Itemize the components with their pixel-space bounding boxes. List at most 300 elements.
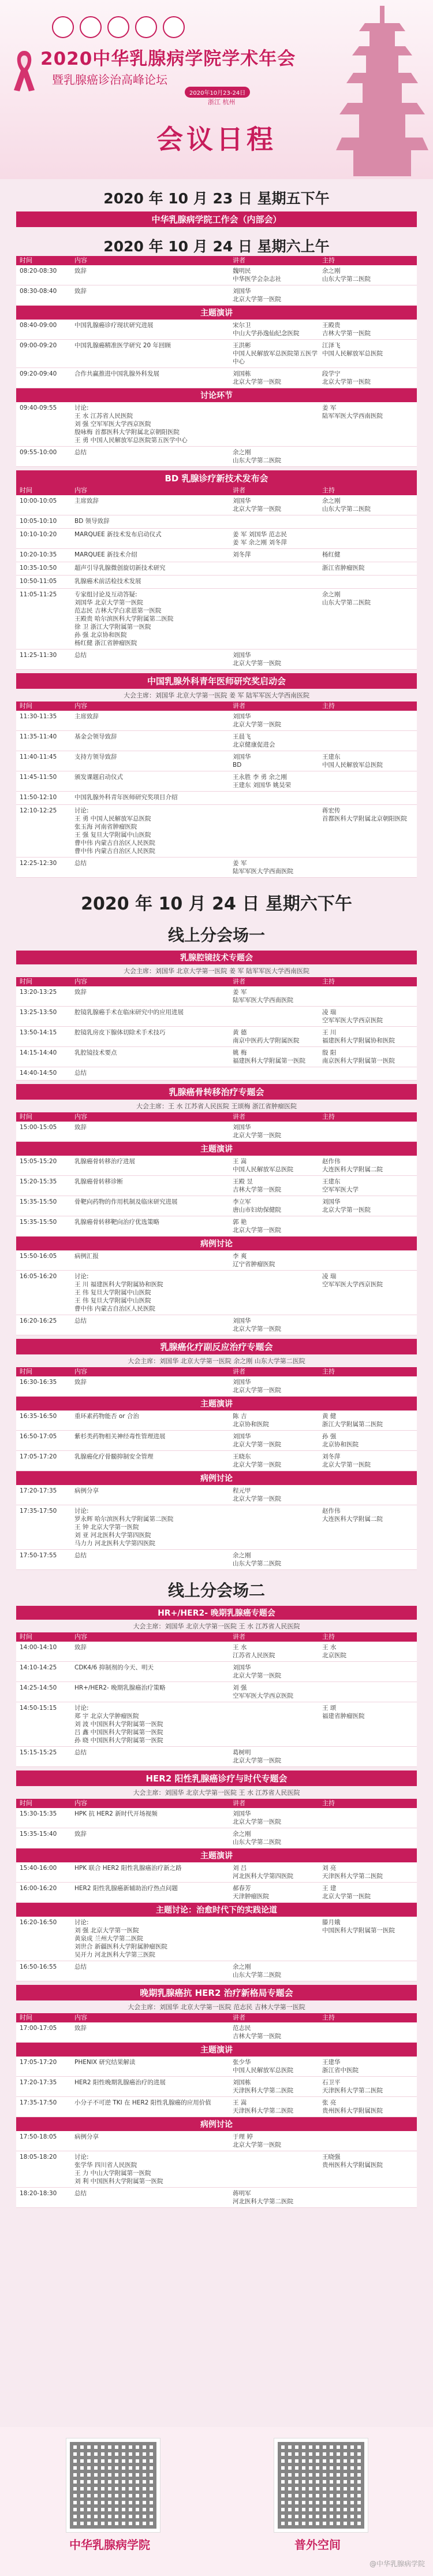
- table-row: [16, 1376, 417, 1397]
- table-cell: 中国乳腺癌精准医学研究 20 年回顾: [74, 342, 171, 349]
- subsection-title: 病例讨论: [16, 1237, 417, 1250]
- table-row: [16, 986, 417, 1007]
- table-cell: 15:05-15:20: [20, 1158, 57, 1165]
- subsection-title: 主题演讲: [16, 1142, 417, 1156]
- table-cell: 刘 吕 河北医科大学第四医院: [233, 1865, 293, 1880]
- table-row: [16, 1883, 417, 1903]
- table-cell: [322, 1684, 417, 1700]
- table-cell: 14:25-14:50: [20, 1684, 57, 1691]
- chair-line: 大会主席：刘国华 北京大学第一医院 王 水 江苏省人民医院: [133, 1623, 300, 1630]
- table-cell: 17:20-17:35: [20, 2079, 57, 2086]
- table-row: [16, 447, 417, 467]
- table-cell: 15:20-15:35: [20, 1178, 57, 1185]
- table-cell: 10:00-10:05: [20, 498, 57, 504]
- subsection-title: 主题演讲: [16, 1397, 417, 1411]
- table-cell: 刘国华 北京大学第一医院: [233, 1124, 281, 1139]
- table-cell: 15:35-15:50: [20, 1219, 57, 1226]
- subsection-title: HR+/HER2- 晚期乳腺癌专题会: [16, 1606, 417, 1620]
- table-cell: [322, 530, 417, 547]
- table-cell: 总结: [74, 652, 87, 659]
- table-cell: 刘冬萍 北京大学第一医院: [322, 1453, 371, 1468]
- table-row: [16, 1176, 417, 1196]
- table-cell: 魏明民 中华医学会杂志社: [233, 268, 281, 283]
- column-header: 内容: [74, 978, 87, 985]
- table-cell: [233, 1069, 322, 1078]
- table-cell: 王晓东 北京大学第一医院: [233, 1453, 281, 1468]
- table-header: [16, 1112, 417, 1122]
- schedule-table: [16, 1156, 417, 1237]
- column-header: 讲者: [233, 1113, 245, 1120]
- table-cell: 乳腺癌骨转移治疗进展: [74, 1158, 135, 1165]
- table-cell: 姜 军 刘国华 范志民 姜 军 余之刚 刘冬萍: [233, 531, 288, 546]
- agenda-heading: 会议日程: [156, 124, 277, 155]
- table-cell: 总结: [74, 1317, 87, 1324]
- table-cell: 17:20-17:35: [20, 1487, 57, 1494]
- location: 浙江 杭州: [208, 98, 236, 106]
- subsection-title: 主题讨论：治愈时代下的实践论道: [16, 1903, 417, 1917]
- table-cell: 重环素药物能否 or 合治: [74, 1413, 139, 1420]
- table-cell: 总结: [74, 449, 87, 456]
- table-cell: 17:05-17:20: [20, 2059, 57, 2066]
- column-header: 讲者: [233, 1633, 245, 1640]
- table-cell: 乳腺癌化疗骨髓抑制安全管理: [74, 1453, 154, 1460]
- column-header: 时间: [20, 257, 32, 264]
- column-header: 时间: [20, 978, 32, 985]
- table-row: [16, 1451, 417, 1471]
- schedule-table: [16, 1112, 417, 1142]
- table-cell: 赵作伟 大连医科大学附属二院: [322, 1158, 383, 1173]
- table-row: [16, 1505, 417, 1550]
- table-row: [16, 1550, 417, 1570]
- table-row: [16, 771, 417, 792]
- table-cell: 16:50-17:05: [20, 1433, 57, 1440]
- table-row: [16, 711, 417, 731]
- table-cell: 09:20-09:40: [20, 370, 57, 377]
- table-cell: [322, 988, 417, 1004]
- subsection-title: 病例讨论: [16, 2117, 417, 2131]
- table-cell: [322, 793, 417, 803]
- table-cell: 腔镜乳房皮下腺体切除术手术技巧: [74, 1029, 166, 1036]
- table-cell: 14:15-14:40: [20, 1049, 57, 1056]
- table-cell: [233, 1272, 322, 1313]
- table-cell: 余之刚 山东大学第二医院: [233, 1831, 281, 1846]
- column-header: 主持: [322, 487, 335, 494]
- subsection-title: 乳腺腔镜技术专题会: [16, 951, 417, 964]
- table-cell: 病例汇报: [74, 1253, 99, 1260]
- table-cell: 余之刚 山东大学第二医院: [322, 591, 371, 606]
- logo-icon: [163, 16, 185, 38]
- table-cell: 宋尔卫 中山大学孙逸仙纪念医院: [233, 322, 300, 337]
- table-cell: 乳腺癌骨转移诊断: [74, 1178, 123, 1185]
- table-cell: 15:50-16:05: [20, 1253, 57, 1260]
- table-cell: 14:40-14:50: [20, 1070, 57, 1077]
- table-row: [16, 265, 417, 285]
- table-cell: HPK 抗 HER2 新时代开场视频: [74, 1810, 158, 1817]
- column-header: 内容: [74, 702, 87, 710]
- table-cell: [322, 1749, 417, 1765]
- table-row: [16, 1485, 417, 1505]
- table-cell: 15:35-15:50: [20, 1198, 57, 1205]
- day-date: 2020 年 10 月 23 日 星期五下午: [103, 190, 330, 207]
- table-cell: [322, 1551, 417, 1568]
- schedule-table: [16, 1485, 417, 1570]
- table-cell: 14:50-15:15: [20, 1705, 57, 1712]
- table-cell: 孙 强 北京协和医院: [322, 1433, 359, 1448]
- table-cell: [322, 577, 417, 587]
- chair-line: 大会主席：王 水 江苏省人民医院 王颂梅 浙江省肿瘤医院: [136, 1103, 297, 1110]
- table-row: [16, 1808, 417, 1828]
- table-cell: HPK 联合 HER2 阳性乳腺癌治疗新之路: [74, 1865, 182, 1872]
- table-cell: 刘国华 北京大学第一医院: [233, 288, 281, 303]
- table-cell: 姜 军 陆军军医大学西南医院: [233, 860, 293, 875]
- column-header: 主持: [322, 2014, 335, 2021]
- table-cell: 王殿 昱 吉林大学第一医院: [233, 1178, 281, 1193]
- column-header: 主持: [322, 1113, 335, 1120]
- day-date: 2020 年 10 月 24 日 星期六下午: [81, 894, 352, 914]
- section-title: HER2 阳性乳腺癌诊疗与时代专题会: [16, 1770, 417, 1786]
- table-cell: 11:45-11:50: [20, 774, 57, 781]
- venue-title: 线上分会场二: [167, 1581, 265, 1600]
- table-cell: [233, 807, 322, 855]
- table-cell: 王 水 北京医院: [322, 1644, 346, 1659]
- table-cell: MARQUEE 新技术介绍: [74, 551, 137, 558]
- table-cell: 致辞: [74, 1644, 87, 1651]
- table-cell: 16:50-16:55: [20, 1963, 57, 1970]
- conference-title: 2020中华乳腺病学院学术年会: [40, 49, 296, 69]
- schedule-table: [16, 1917, 417, 1981]
- table-cell: 致辞: [74, 1831, 87, 1838]
- table-cell: BD 领导致辞: [74, 518, 110, 525]
- table-cell: 黄 健 浙江大学附属第二医院: [322, 1413, 383, 1428]
- table-cell: [233, 591, 322, 647]
- table-cell: 13:50-14:15: [20, 1029, 57, 1036]
- table-cell: 18:20-18:30: [20, 2190, 57, 2197]
- subsection-title: 讨论环节: [16, 388, 417, 402]
- table-cell: 余之刚 山东大学第二医院: [233, 1552, 281, 1567]
- subsection-title: 主题演讲: [16, 1849, 417, 1862]
- agenda-content: [0, 184, 433, 2208]
- table-cell: 08:40-09:00: [20, 322, 57, 329]
- table-cell: [233, 517, 322, 526]
- column-header: 主持: [322, 257, 335, 264]
- schedule-table: [16, 320, 417, 388]
- table-cell: 讨论: 郑 宇 北京大学肿瘤医院 刘 波 中国医科大学附属第一医院 吕 鑫 中国医科大学附属第一医院 孙 晓 中国医科大学附属第一医院: [74, 1705, 163, 1744]
- table-cell: 17:35-17:50: [20, 1508, 57, 1515]
- schedule-table: [16, 256, 417, 306]
- table-cell: 14:10-14:25: [20, 1664, 57, 1671]
- table-cell: 姜 军 陆军军医大学西南医院: [233, 989, 293, 1004]
- table-row: [16, 495, 417, 515]
- table-row: [16, 1156, 417, 1176]
- table-row: [16, 529, 417, 549]
- table-cell: 讨论: 张学华 四川省人民医院 王 力 中山大学附属第一医院 刘 利 中国医科大学附属第一医院: [74, 2154, 163, 2185]
- table-cell: [233, 1507, 322, 1547]
- table-cell: 郭 艳 北京大学第一医院: [233, 1219, 281, 1234]
- table-header: [16, 701, 417, 711]
- table-cell: 支持方领导致辞: [74, 754, 117, 760]
- qr-code-icon: [274, 2438, 368, 2532]
- logo-icon: [80, 16, 102, 38]
- day-date: 2020 年 10 月 24 日 星期六上午: [103, 238, 330, 255]
- column-header: 讲者: [233, 2014, 245, 2021]
- table-cell: 段学宁 北京大学第一医院: [322, 370, 371, 385]
- conference-subtitle: 暨乳腺癌诊治高峰论坛: [52, 73, 167, 87]
- table-cell: 讨论: 罗永辉 哈尔滨医科大学附属第二医院 王 钟 北京大学第一医院 刘 亚 河北医科大学第四医院 马力力 河北医科大学第四医院: [74, 1508, 174, 1547]
- table-row: [16, 1642, 417, 1662]
- table-header: [16, 1367, 417, 1376]
- table-row: [16, 1961, 417, 1981]
- column-header: 内容: [74, 2014, 87, 2021]
- table-cell: 10:20-10:35: [20, 551, 57, 558]
- table-row: [16, 1271, 417, 1315]
- table-cell: 总结: [74, 860, 87, 867]
- column-header: 主持: [322, 978, 335, 985]
- table-row: [16, 1216, 417, 1237]
- table-cell: 浙江省肿瘤医院: [322, 565, 365, 571]
- column-header: 主持: [322, 1799, 335, 1807]
- column-header: 内容: [74, 487, 87, 494]
- table-cell: [322, 733, 417, 749]
- column-header: 内容: [74, 1633, 87, 1640]
- column-header: 内容: [74, 257, 87, 264]
- table-cell: 15:00-15:05: [20, 1124, 57, 1131]
- table-cell: [322, 1664, 417, 1680]
- table-cell: 凌 瑞 空军军医大学西京医院: [322, 1273, 383, 1288]
- organizer-logos: [52, 16, 185, 38]
- table-cell: 刘国华 北京大学第一医院: [233, 1664, 281, 1679]
- table-cell: [233, 1008, 322, 1025]
- schedule-table: [16, 1632, 417, 1767]
- table-cell: 11:30-11:35: [20, 713, 57, 720]
- table-cell: 10:50-11:05: [20, 578, 57, 585]
- table-cell: 刘国华 北京大学第一医院: [233, 652, 281, 667]
- table-cell: 16:20-16:50: [20, 1919, 57, 1926]
- table-cell: 殷 阳 南京医科大学附属第一医院: [322, 1049, 395, 1064]
- section-title: 中国乳腺外科青年医师研究奖启动会: [16, 673, 417, 689]
- table-cell: 11:25-11:30: [20, 652, 57, 659]
- table-cell: 刘国华 北京大学第一医院: [233, 498, 281, 513]
- schedule-table: [16, 1367, 417, 1397]
- table-row: [16, 2188, 417, 2208]
- table-cell: [322, 1487, 417, 1503]
- table-cell: 17:00-17:05: [20, 2025, 57, 2032]
- table-cell: 刘国华 北京大学第一医院: [233, 1317, 281, 1332]
- table-cell: 讨论: 王 川 福建医科大学附属协和医院 王 伟 复旦大学附属中山医院 王 伟 复旦大学附属中山医院 曹中伟 内蒙古自治区人民医院: [74, 1273, 163, 1312]
- table-cell: 12:25-12:30: [20, 860, 57, 867]
- table-cell: 郝春芳 天津肿瘤医院: [233, 1885, 269, 1900]
- column-header: 主持: [322, 702, 335, 710]
- table-cell: 颁发课题启动仪式: [74, 774, 123, 781]
- table-row: [16, 1662, 417, 1682]
- table-cell: 15:35-15:40: [20, 1831, 57, 1838]
- column-header: 内容: [74, 1799, 87, 1807]
- table-cell: 09:55-10:00: [20, 449, 57, 456]
- table-cell: 主席致辞: [74, 498, 99, 504]
- schedule-table: [16, 2131, 417, 2208]
- table-row: [16, 858, 417, 878]
- table-cell: 王晓强 贵州医科大学附属医院: [322, 2154, 383, 2169]
- schedule-table: [16, 701, 417, 805]
- table-row: [16, 562, 417, 576]
- schedule-table: [16, 1250, 417, 1335]
- table-cell: 程元甲 北京大学第一医院: [233, 1487, 281, 1502]
- schedule-table: [16, 402, 417, 467]
- table-cell: [322, 1830, 417, 1846]
- venue-title: 线上分会场一: [167, 926, 265, 945]
- table-row: [16, 1007, 417, 1027]
- table-cell: 王建东 空军军医大学: [322, 1178, 359, 1193]
- table-cell: 致辞: [74, 989, 87, 996]
- table-cell: [322, 1963, 417, 1979]
- table-cell: 乳腔镜技术要点: [74, 1049, 117, 1056]
- table-cell: 王永胜 李 勇 余之刚 王建东 刘国华 姚昊荣: [233, 774, 292, 789]
- table-cell: [322, 2024, 417, 2040]
- table-cell: CDK4/6 抑制剂的今天、明天: [74, 1664, 154, 1671]
- table-row: [16, 1862, 417, 1883]
- schedule-table: [16, 977, 417, 1081]
- table-header: [16, 1799, 417, 1808]
- table-cell: [322, 1069, 417, 1078]
- table-cell: 总结: [74, 1552, 87, 1559]
- section-title: 中华乳腺病学院工作会（内部会）: [16, 211, 417, 227]
- table-cell: [322, 1378, 417, 1394]
- table-row: [16, 549, 417, 562]
- table-cell: [322, 1218, 417, 1234]
- table-header: [16, 1632, 417, 1642]
- schedule-table: [16, 2013, 417, 2043]
- schedule-table: [16, 1411, 417, 1471]
- schedule-table: [16, 589, 417, 670]
- table-cell: HER2 阳性乳腺癌新辅助治疗热点问题: [74, 1885, 178, 1892]
- table-cell: 王 颂 福建省肿瘤医院: [322, 1705, 365, 1720]
- table-cell: 10:35-10:50: [20, 565, 57, 571]
- pink-ribbon-icon: [10, 47, 38, 94]
- table-cell: 杨红健: [322, 551, 341, 558]
- column-header: 时间: [20, 1113, 32, 1120]
- table-cell: 王 川 福建医科大学附属协和医院: [322, 1029, 395, 1044]
- table-cell: 姜 军 陆军军医大学西南医院: [322, 404, 383, 420]
- table-cell: 王建华 浙江省中医院: [322, 2059, 359, 2074]
- table-row: [16, 1828, 417, 1849]
- header-banner: [0, 0, 433, 179]
- table-row: [16, 1702, 417, 1747]
- table-cell: 10:10-10:20: [20, 531, 57, 538]
- table-cell: 基金会领导致辞: [74, 733, 117, 740]
- table-row: [16, 2151, 417, 2188]
- table-cell: 14:00-14:10: [20, 1644, 57, 1651]
- table-header: [16, 256, 417, 265]
- table-cell: HER2 阳性晚期乳腺癌治疗的进展: [74, 2079, 166, 2086]
- table-cell: 范志民 吉林大学第一医院: [233, 2025, 281, 2040]
- logo-icon: [52, 16, 74, 38]
- table-cell: 王建东 中国人民解放军总医院: [322, 754, 383, 769]
- subsection-title: 主题演讲: [16, 306, 417, 320]
- column-header: 时间: [20, 1799, 32, 1807]
- table-cell: 中国乳腺外科青年医师研究奖项目介绍: [74, 794, 178, 801]
- table-row: [16, 1411, 417, 1431]
- table-row: [16, 2077, 417, 2097]
- table-cell: [322, 712, 417, 729]
- column-header: 讲者: [233, 257, 245, 264]
- table-cell: [322, 1123, 417, 1139]
- table-cell: [233, 564, 322, 573]
- table-cell: 16:35-16:50: [20, 1413, 57, 1420]
- table-cell: 王 建 北京大学第一医院: [322, 1885, 371, 1900]
- table-cell: [322, 2189, 417, 2206]
- table-cell: 刘国栋 北京大学第一医院: [233, 370, 281, 385]
- table-cell: 讨论: 王 水 江苏省人民医院 刘 强 空军军医大学西京医院 殷咏梅 首都医科大学附属北京朝阳医院 王 勇 中国人民解放军总医院第五医学中心: [74, 404, 188, 444]
- table-row: [16, 340, 417, 368]
- table-cell: 13:20-13:25: [20, 989, 57, 996]
- table-cell: 总结: [74, 1070, 87, 1077]
- table-cell: 黄 德 南京中医药大学附属医院: [233, 1029, 300, 1044]
- table-cell: 17:05-17:20: [20, 1453, 57, 1460]
- table-cell: 余之刚 山东大学第二医院: [233, 449, 281, 464]
- section-title: BD 乳腺诊疗新技术发布会: [16, 470, 417, 486]
- table-header: [16, 2013, 417, 2022]
- table-row: [16, 731, 417, 751]
- table-cell: 11:40-11:45: [20, 754, 57, 760]
- table-cell: 刘国栋 天津医科大学第二医院: [233, 2079, 293, 2094]
- table-cell: 15:15-15:25: [20, 1749, 57, 1756]
- table-cell: 致辞: [74, 288, 87, 295]
- table-cell: 刘国华 北京大学第一医院: [322, 1198, 371, 1213]
- table-row: [16, 1047, 417, 1067]
- watermark: @中华乳腺病学院: [369, 2560, 425, 2568]
- table-cell: 超声引导乳腺微创旋切新技术研究: [74, 565, 166, 571]
- table-cell: 于理 婷 北京大学第一医院: [233, 2133, 281, 2148]
- table-cell: 刘国华 北京大学第一医院: [233, 1810, 281, 1825]
- schedule-table: [16, 2057, 417, 2117]
- column-header: 时间: [20, 1368, 32, 1375]
- table-cell: 11:50-12:10: [20, 794, 57, 801]
- table-cell: 紫杉类药物相关神经毒性管理进展: [74, 1433, 166, 1440]
- table-row: [16, 649, 417, 670]
- table-row: [16, 589, 417, 649]
- table-cell: [233, 793, 322, 803]
- table-cell: 18:05-18:20: [20, 2154, 57, 2161]
- column-header: 主持: [322, 1368, 335, 1375]
- column-header: 主持: [322, 1633, 335, 1640]
- table-cell: 致辞: [74, 2025, 87, 2032]
- table-row: [16, 1747, 417, 1767]
- column-header: 内容: [74, 1368, 87, 1375]
- table-cell: 张少华 中国人民解放军总医院: [233, 2059, 293, 2074]
- table-cell: 16:05-16:20: [20, 1273, 57, 1280]
- table-cell: 王 水 江苏省人民医院: [233, 1644, 275, 1659]
- table-cell: 王晨飞 北京健康促进会: [233, 733, 275, 748]
- table-cell: 08:20-08:30: [20, 268, 57, 274]
- table-cell: 16:00-16:20: [20, 1885, 57, 1892]
- table-cell: 刘国华 北京大学第一医院: [233, 1433, 281, 1448]
- section-title: 晚期乳腺癌抗 HER2 治疗新格局专题会: [16, 1985, 417, 2000]
- table-cell: 乳腺癌术前活检技术发展: [74, 578, 141, 585]
- table-row: [16, 2131, 417, 2151]
- table-cell: [233, 577, 322, 587]
- table-cell: 讨论: 刘 强 北京大学第一医院 黄泉成 兰州大学第二医院 刘世合 新疆医科大学附属肿瘤医院 吴开力 河北医科大学第三医院: [74, 1919, 167, 1958]
- table-cell: 江泽飞 中国人民解放军总医院: [322, 342, 383, 357]
- table-row: [16, 515, 417, 529]
- table-cell: 刘 强 空军军医大学西京医院: [233, 1684, 293, 1699]
- table-cell: 08:30-08:40: [20, 288, 57, 295]
- logo-icon: [107, 16, 129, 38]
- table-cell: 总结: [74, 2190, 87, 2197]
- table-row: [16, 1250, 417, 1271]
- table-row: [16, 402, 417, 447]
- chair-line: 大会主席：刘国华 北京大学第一医院 姜 军 陆军军医大学西南医院: [124, 692, 309, 699]
- table-cell: 滕月娥 中国医科大学附属第一医院: [322, 1919, 395, 1934]
- table-cell: [322, 517, 417, 526]
